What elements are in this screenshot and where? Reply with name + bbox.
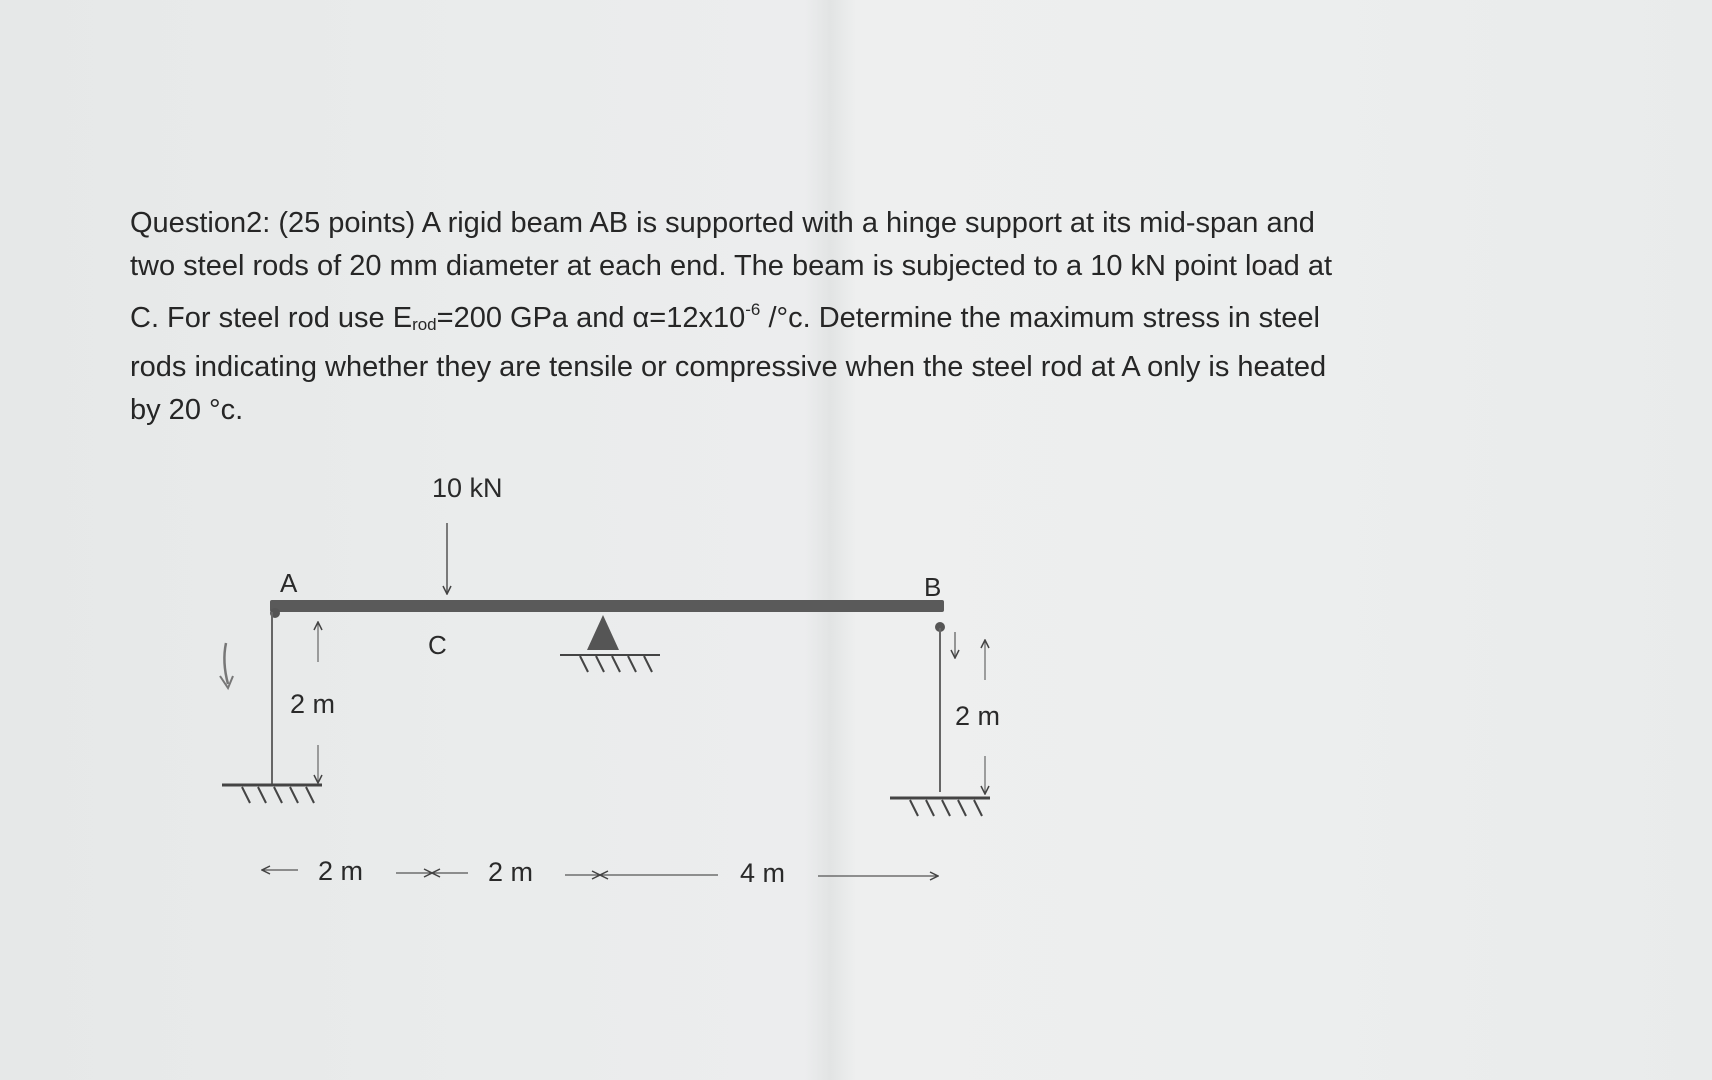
rigid-beam-ab [270, 600, 944, 612]
superscript-exponent: -6 [745, 300, 761, 319]
load-label: 10 kN [432, 473, 503, 503]
dim-label-3: 4 m [740, 858, 786, 888]
rod-b-length-label: 2 m [955, 701, 1001, 731]
ground-support-b [890, 798, 990, 816]
subscript-rod: rod [412, 315, 437, 334]
dim-label-1: 2 m [318, 856, 364, 886]
label-b: B [924, 572, 942, 602]
rod-a-length-label: 2 m [290, 689, 336, 719]
question-line-4: rods indicating whether they are tensile or compressive when the steel rod at A only is heated [130, 351, 1327, 383]
label-c: C [428, 630, 447, 660]
label-a: A [280, 568, 298, 598]
question-line-1: Question2: (25 points) A rigid beam AB is supported with a hinge support at its mid-span and [130, 207, 1315, 239]
span-dimensions [262, 856, 938, 888]
hinge-support [560, 615, 660, 672]
dim-label-2: 2 m [488, 857, 534, 887]
question-line-3: C. For steel rod use Erod=200 GPa and $\alpha=12x10^{-6}$ /°c. Determine the maximum stress in steel [130, 300, 1320, 334]
question-line-5: by 20 °c. [130, 394, 244, 426]
question-line-2: two steel rods of 20 mm diameter at each end. The beam is subjected to a 10 kN point load at [130, 250, 1333, 282]
curved-mark-icon [220, 643, 233, 688]
ground-support-a [222, 785, 322, 803]
